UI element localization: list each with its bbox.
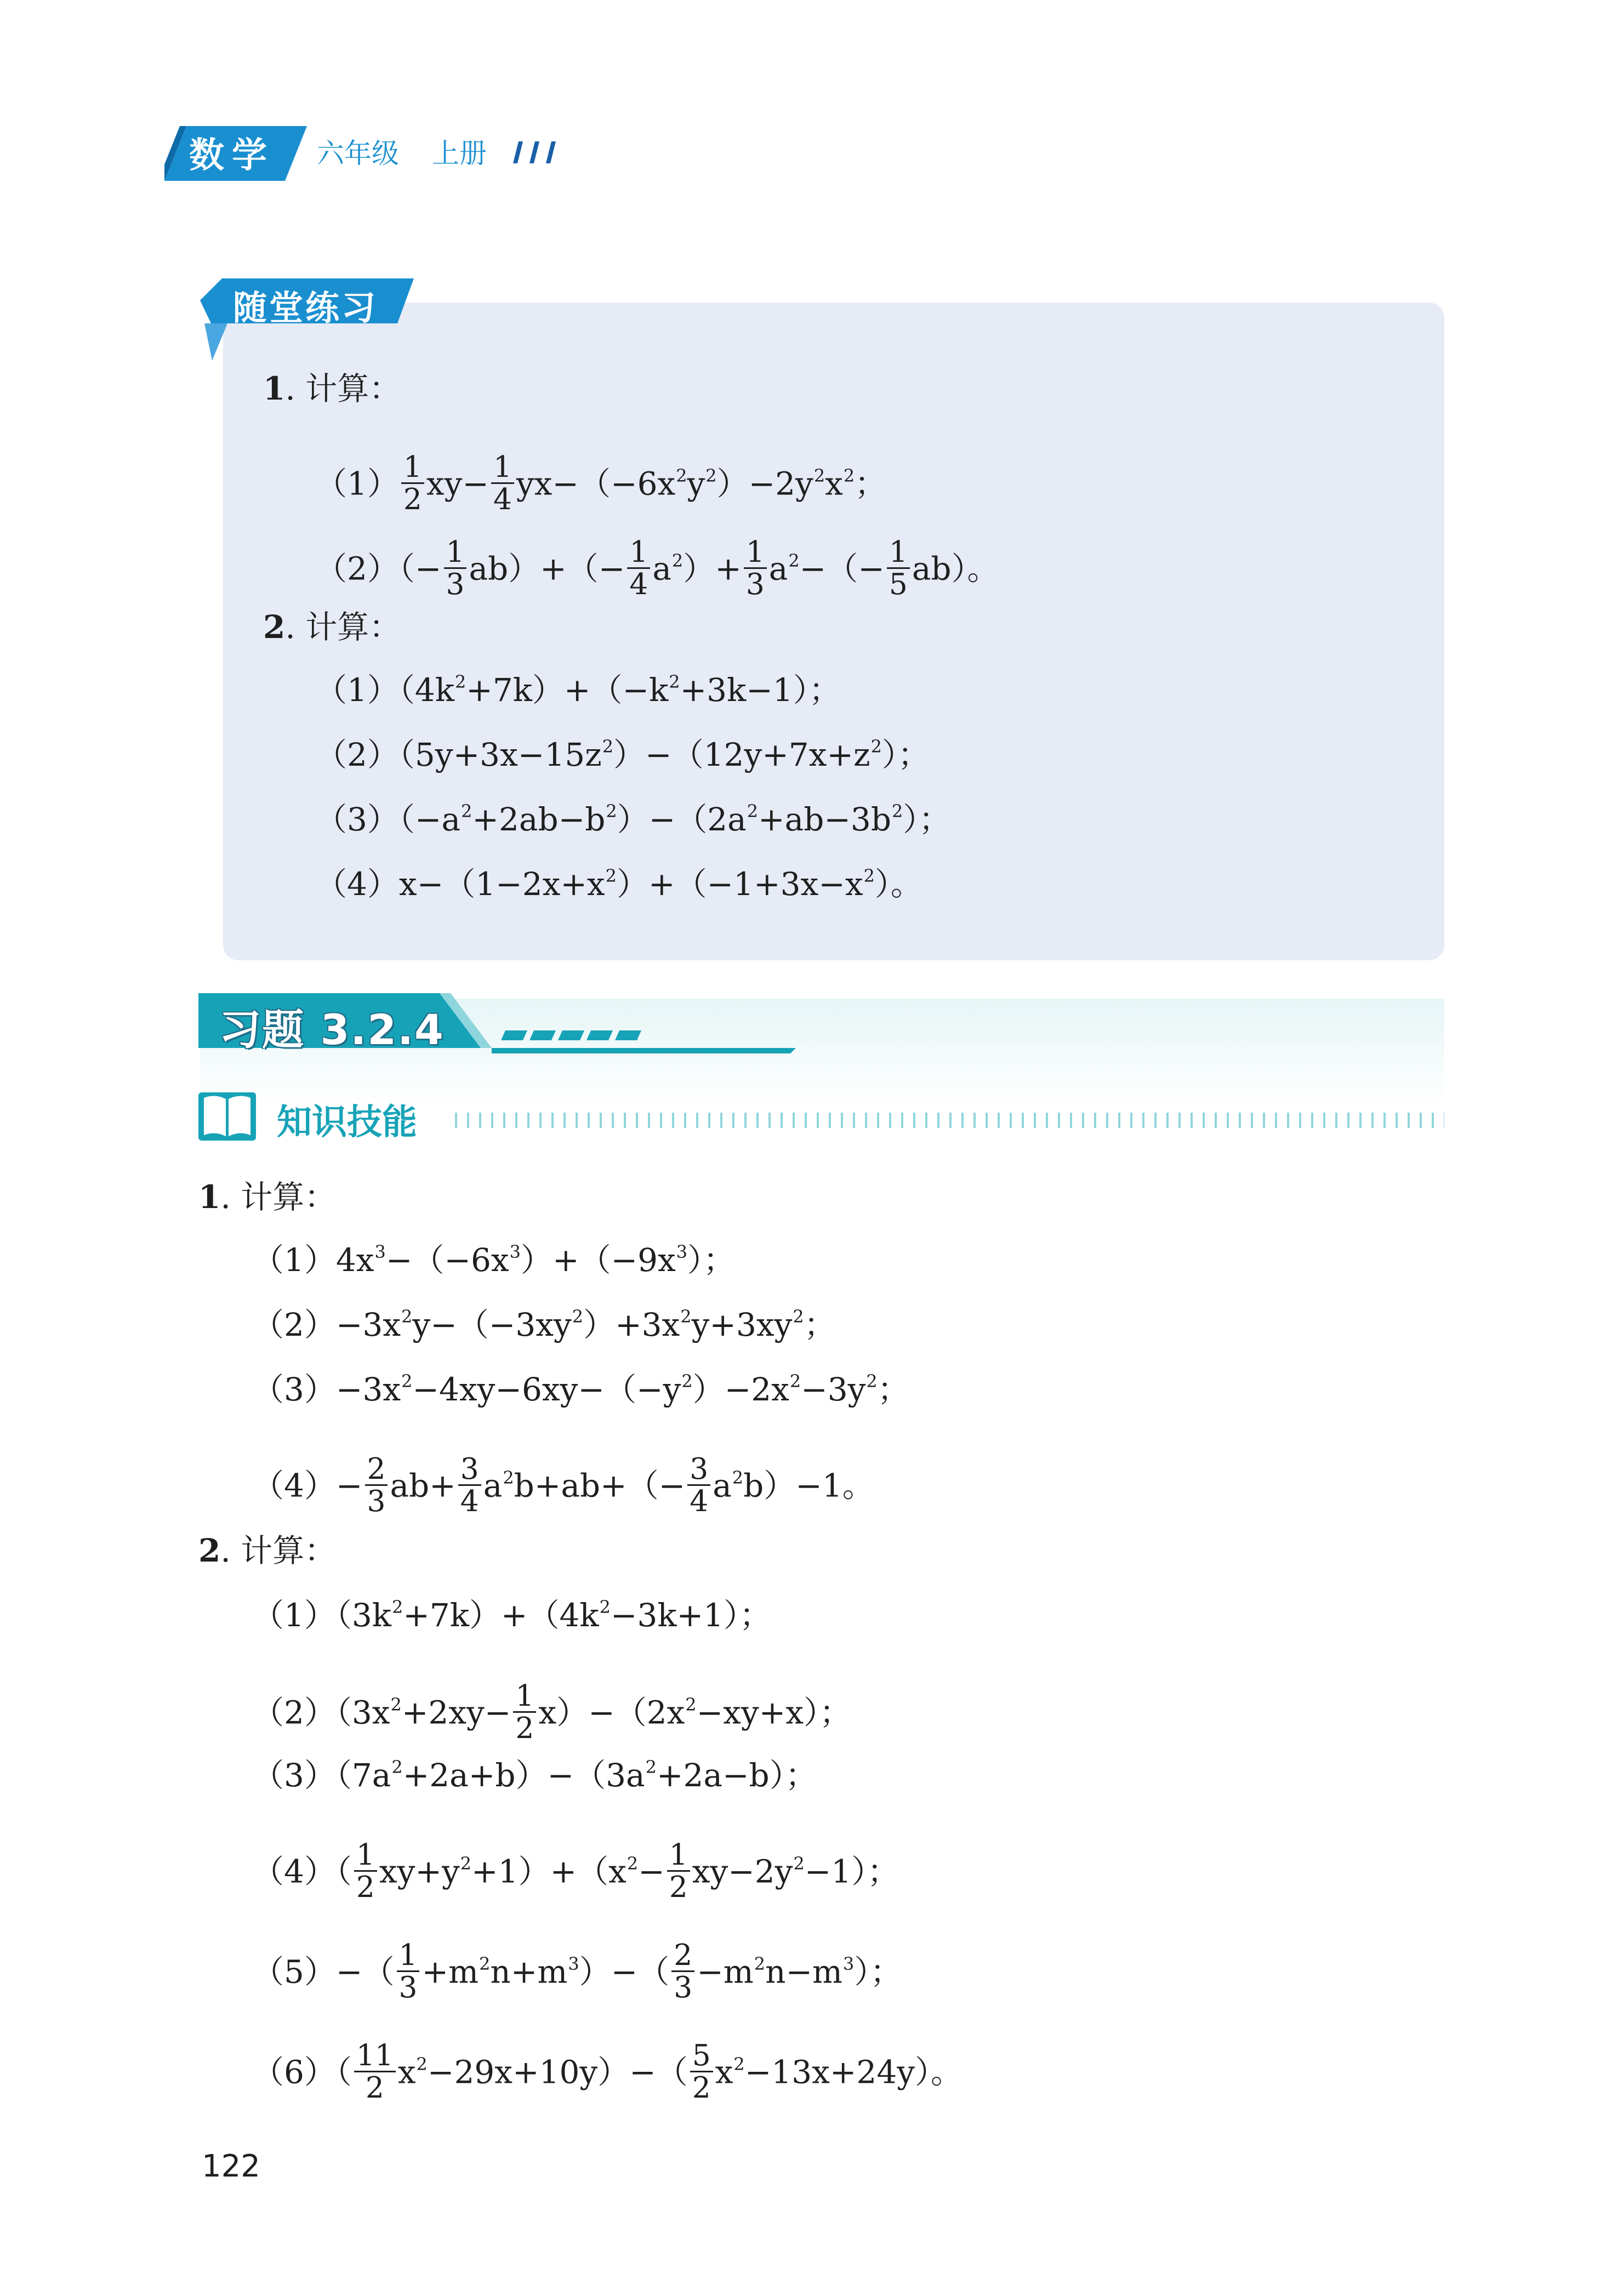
practice-tag-label: 随堂练习	[233, 288, 378, 328]
exercise-q2: 2. 计算：	[198, 1532, 337, 1569]
exercise-q2-item-6: （6）（ $\frac{11}{2}$ $x^2-29x+10y)-$（ $\frac{5}{2}$ $x^2-13x+24y$）。	[252, 2038, 963, 2105]
practice-q2-item-1: $(1)(4k^2+7k)+(-k^2+3k-1)$；	[315, 671, 841, 709]
exercise-q2-item-5: （5）−（ $\frac{1}{3}$ $+m^2n+m^3)-$（ $\frac{2}{3}$ $-m^2n-m^3$）；	[252, 1938, 902, 2005]
slashes-decoration-icon	[505, 141, 560, 163]
practice-q2-item-4: $(4)x-(1-2x+x^2)+(-1+3x-x^2)$。	[315, 865, 922, 903]
practice-q2-item-2: $(2)(5y+3x-15z^2)-(12y+7x+z^2)$；	[315, 736, 930, 773]
exercise-q1: 1. 计算：	[198, 1178, 337, 1216]
practice-q1-item-1: （1） $\frac{1}{2}$ xy− $\frac{1}{4}$ $yx-(-6x^2y^2)-2y^2x^2$；	[315, 449, 887, 517]
page-number: 122	[202, 2149, 260, 2184]
practice-q1: 1. 计算：	[263, 370, 401, 407]
knowledge-skills-title: 知识技能	[277, 1102, 417, 1143]
exercise-q1-item-3: $(3)-3x^2-4xy-6xy-(-y^2)-2x^2-3y^2$；	[252, 1371, 909, 1408]
book-icon	[198, 1088, 256, 1143]
exercise-q1-item-2: $(2)-3x^2y-(-3xy^2)+3x^2y+3xy^2$；	[252, 1306, 836, 1343]
exercise-q2-item-1: $(1)(3k^2+7k)+(4k^2-3k+1)$；	[252, 1597, 772, 1634]
practice-q2-item-3: $(3)(-a^2+2ab-b^2)-(2a^2+ab-3b^2)$；	[315, 801, 951, 838]
exercise-q2-item-4: （4）（ $\frac{1}{2}$ $xy+y^2+1)+(x^2-$ $\frac{1}{2}$ $xy-2y^2-1$）；	[252, 1837, 899, 1905]
subject-title: 数学	[189, 135, 275, 176]
exercise-q1-item-1: $(1)4x^3-(-6x^3)+(-9x^3)$；	[252, 1241, 736, 1279]
practice-q1-item-2: （2）（− $\frac{1}{3}$ ab）+（− $\frac{1}{4}$ $a^2)+$ $\frac{1}{3}$ $a^2-(-$ $\frac{1}{5}$ ab）。	[315, 534, 999, 602]
practice-box	[223, 303, 1444, 960]
exercise-title: 习题 3.2.4	[219, 1005, 445, 1054]
volume-label: 上册	[432, 138, 487, 169]
exercise-q2-item-3: $(3)(7a^2+2a+b)-(3a^2+2a-b)$；	[252, 1757, 817, 1794]
exercise-q1-item-4: （4）− $\frac{2}{3}$ ab+ $\frac{3}{4}$ $a^2b+ab+(-$ $\frac{3}{4}$ $a^2b)-1$。	[252, 1451, 874, 1519]
grade-label: 六年级	[317, 138, 399, 169]
practice-q2: 2. 计算：	[263, 608, 401, 646]
dotted-rule	[455, 1113, 1444, 1128]
exercise-q2-item-2: $(2)(3x^2+2xy-$ $\frac{1}{2}$ $x)-(2x^2-xy+x)$；	[252, 1678, 851, 1746]
